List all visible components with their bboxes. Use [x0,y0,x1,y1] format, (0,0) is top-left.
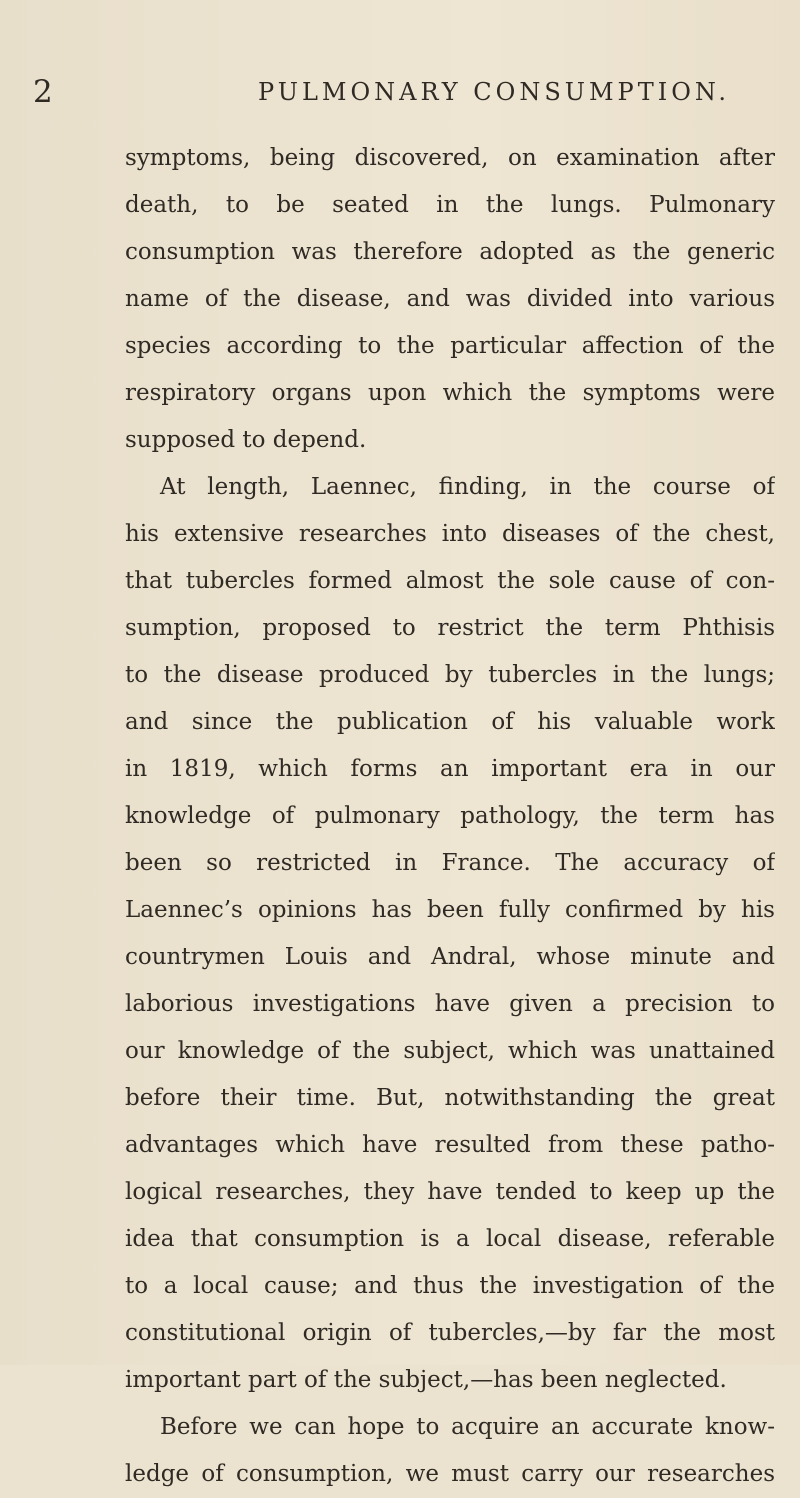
text-line: sumption, proposed to restrict the term Phthisis [125,615,775,641]
text-line: countrymen Louis and Andral, whose minute and [125,944,775,970]
paragraph-start-line: At length, Laennec, finding, in the course of [160,474,775,500]
text-line: his extensive researches into diseases of the chest, [125,521,775,547]
text-line: death, to be seated in the lungs. Pulmonary [125,192,775,218]
text-line: logical researches, they have tended to keep up the [125,1179,775,1205]
text-line: in 1819, which forms an important era in our [125,756,775,782]
text-line: idea that consumption is a local disease, referable [125,1226,775,1252]
paragraph-end-line: important part of the subject,—has been neglected. [125,1367,727,1393]
text-line: Laennec’s opinions has been fully confirmed by his [125,897,775,923]
text-line: to the disease produced by tubercles in the lungs; [125,662,775,688]
paragraph-start-line: Before we can hope to acquire an accurate know- [160,1414,775,1440]
text-line: and since the publication of his valuable work [125,709,775,735]
text-line: before their time. But, notwithstanding the great [125,1085,775,1111]
paragraph-end-line: supposed to depend. [125,427,367,453]
body-text [125,135,775,1498]
text-line: species according to the particular affection of the [125,333,775,359]
text-line: ledge of consumption, we must carry our researches [125,1461,775,1487]
text-line: advantages which have resulted from these patho- [125,1132,775,1158]
text-line: to a local cause; and thus the investigation of the [125,1273,775,1299]
text-line: our knowledge of the subject, which was unattained [125,1038,775,1064]
text-line: constitutional origin of tubercles,—by far the most [125,1320,775,1346]
page-number: 2 [33,74,53,110]
text-line: symptoms, being discovered, on examination after [125,145,775,171]
page-header [33,72,770,112]
text-line: name of the disease, and was divided into various [125,286,775,312]
text-line: respiratory organs upon which the symptoms were [125,380,775,406]
text-line: consumption was therefore adopted as the generic [125,239,775,265]
running-title: PULMONARY CONSUMPTION. [258,78,730,106]
text-line: that tubercles formed almost the sole cause of con- [125,568,775,594]
text-line: knowledge of pulmonary pathology, the term has [125,803,775,829]
text-line: been so restricted in France. The accuracy of [125,850,775,876]
text-line: laborious investigations have given a precision to [125,991,775,1017]
